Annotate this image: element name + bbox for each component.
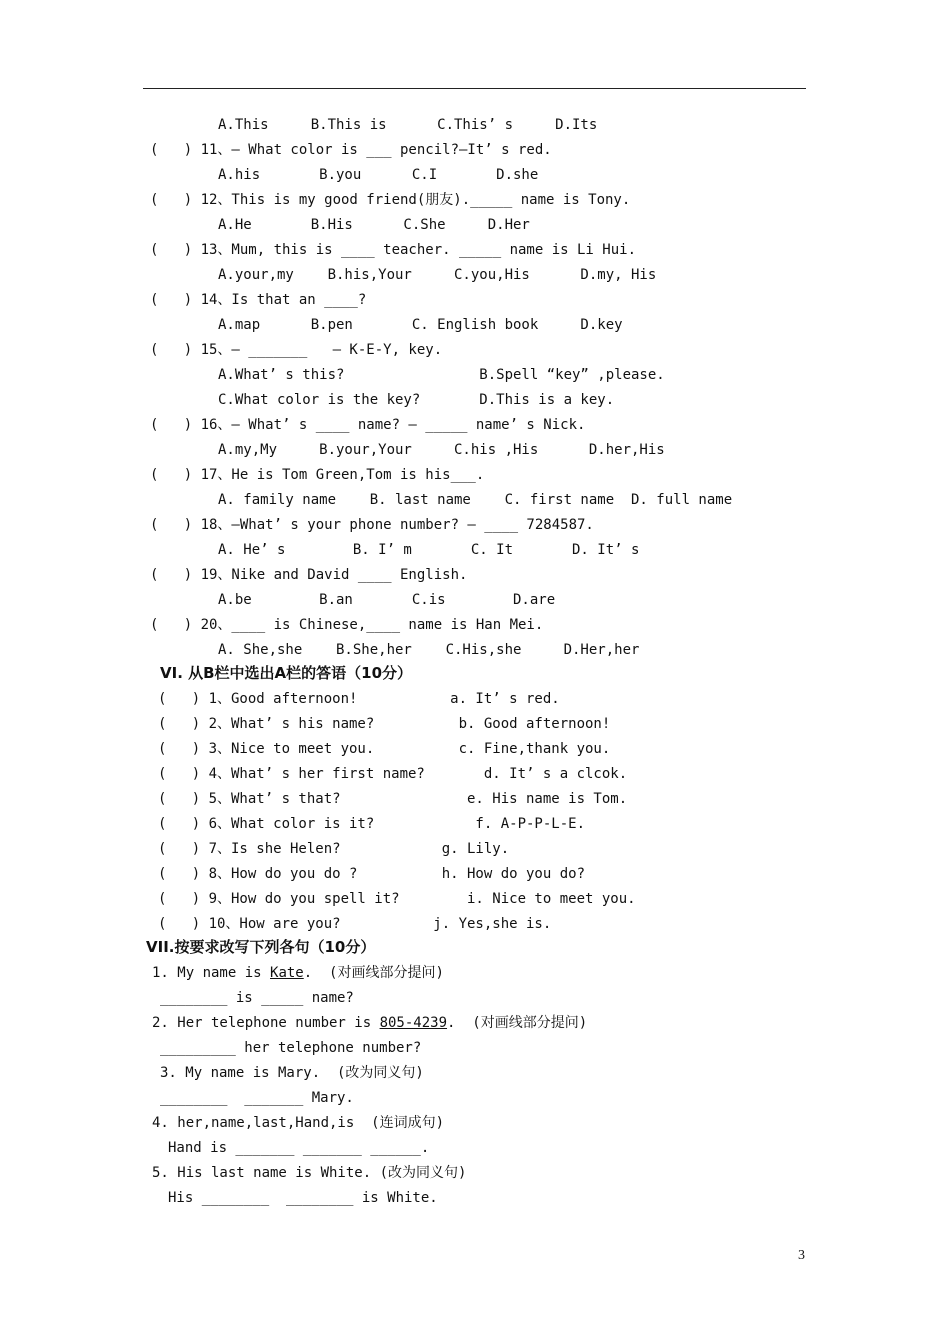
worksheet-line: _________ her telephone number? xyxy=(160,1040,422,1056)
worksheet-line: ( ) 1、Good afternoon! a. It’ s red. xyxy=(158,691,560,707)
worksheet-line: A.He B.His C.She D.Her xyxy=(218,217,530,233)
worksheet-line: ________ is _____ name? xyxy=(160,990,354,1006)
worksheet-line: ________ _______ Mary. xyxy=(160,1090,354,1106)
worksheet-line: A.This B.This is C.This’ s D.Its xyxy=(218,117,598,133)
worksheet-line: ( ) 3、Nice to meet you. c. Fine,thank you. xyxy=(158,741,611,757)
worksheet-line: ( ) 6、What color is it? f. A-P-P-L-E. xyxy=(158,816,586,832)
rewrite-question-2: 2. Her telephone number is 805-4239. (对画线部分提问) xyxy=(152,1015,588,1031)
worksheet-line: ( ) 8、How do you do ? h. How do you do? xyxy=(158,866,586,882)
worksheet-line: ( ) 5、What’ s that? e. His name is Tom. xyxy=(158,791,628,807)
worksheet-line: A. She,she B.She,her C.His,she D.Her,her xyxy=(218,642,640,658)
worksheet-line: ( ) 4、What’ s her first name? d. It’ s a clcok. xyxy=(158,766,628,782)
worksheet-line: ( ) 10、How are you? j. Yes,she is. xyxy=(158,916,552,932)
worksheet-line: A.What’ s this? B.Spell “key” ,please. xyxy=(218,367,665,383)
underlined-phrase: 805-4239 xyxy=(379,1015,448,1031)
worksheet-line: ( ) 2、What’ s his name? b. Good afternoon! xyxy=(158,716,611,732)
worksheet-line: ( ) 19、Nike and David ____ English. xyxy=(150,567,468,583)
worksheet-line: ( ) 7、Is she Helen? g. Lily. xyxy=(158,841,510,857)
worksheet-line: ( ) 13、Mum, this is ____ teacher. _____ name is Li Hui. xyxy=(150,242,637,258)
worksheet-line: 4. her,name,last,Hand,is (连词成句) xyxy=(152,1115,445,1131)
worksheet-line: A. He’ s B. I’ m C. It D. It’ s xyxy=(218,542,640,558)
section-vi-heading: VI. 从B栏中选出A栏的答语（10分） xyxy=(160,664,413,682)
worksheet-line: A.map B.pen C. English book D.key xyxy=(218,317,623,333)
worksheet-line: C.What color is the key? D.This is a key. xyxy=(218,392,615,408)
worksheet-line: ( ) 15、— _______ — K-E-Y, key. xyxy=(150,342,443,358)
worksheet-line: ( ) 20、____ is Chinese,____ name is Han Mei. xyxy=(150,617,544,633)
worksheet-line: A.my,My B.your,Your C.his ,His D.her,His xyxy=(218,442,665,458)
worksheet-line: ( ) 14、Is that an ____? xyxy=(150,292,367,308)
worksheet-line: ( ) 11、— What color is ___ pencil?—It’ s red. xyxy=(150,142,552,158)
worksheet-line: ( ) 16、— What’ s ____ name? — _____ name’ s Nick. xyxy=(150,417,586,433)
worksheet-line: ( ) 9、How do you spell it? i. Nice to meet you. xyxy=(158,891,636,907)
worksheet-line: A.be B.an C.is D.are xyxy=(218,592,556,608)
worksheet-line: 5. His last name is White. (改为同义句) xyxy=(152,1165,467,1181)
worksheet-line: A.your,my B.his,Your C.you,His D.my, His xyxy=(218,267,657,283)
worksheet-line: A.his B.you C.I D.she xyxy=(218,167,539,183)
worksheet-line: ( ) 18、—What’ s your phone number? — ____ 7284587. xyxy=(150,517,594,533)
section-vii-heading: VII.按要求改写下列各句（10分） xyxy=(146,938,376,956)
rewrite-question-1: 1. My name is Kate. (对画线部分提问) xyxy=(152,965,444,981)
worksheet-line: ( ) 12、This is my good friend(朋友)._____ name is Tony. xyxy=(150,192,631,208)
worksheet-line: His ________ ________ is White. xyxy=(168,1190,438,1206)
worksheet-line: 3. My name is Mary. (改为同义句) xyxy=(160,1065,424,1081)
worksheet-line: Hand is _______ _______ ______. xyxy=(168,1140,430,1156)
worksheet-line: ( ) 17、He is Tom Green,Tom is his___. xyxy=(150,467,485,483)
underlined-phrase: Kate xyxy=(270,965,304,981)
page-number: 3 xyxy=(798,1248,805,1263)
header-rule xyxy=(143,88,806,89)
worksheet-line: A. family name B. last name C. first name D. full name xyxy=(218,492,733,508)
